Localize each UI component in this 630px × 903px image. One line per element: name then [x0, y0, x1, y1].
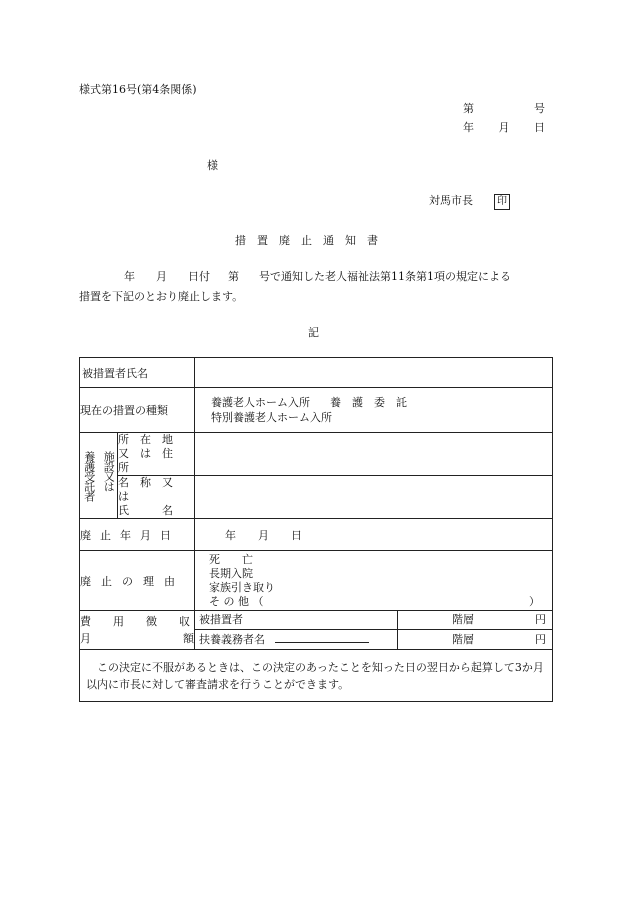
name-label: 名 称 又 は 氏 名 — [118, 476, 195, 519]
reason-options — [195, 551, 553, 611]
body-line-2: 措置を下記のとおり廃止します。 — [79, 290, 244, 303]
row-current-measure — [80, 388, 553, 433]
body-rest: 号で通知した老人福祉法第11条第1項の規定による — [259, 270, 511, 283]
row-facility-address — [80, 433, 553, 476]
addressee-suffix: 様 — [207, 159, 218, 172]
body-day-dated: 日付 — [188, 270, 210, 283]
end-month: 月 — [258, 528, 269, 542]
document-number — [463, 100, 545, 116]
facility-vertical-label-2: 養護受託者 — [82, 450, 96, 501]
reason-other[interactable]: そ の 他 （ — [209, 594, 264, 608]
reason-other-close: ） — [529, 594, 540, 608]
fee-amounts — [398, 611, 553, 650]
current-measure-options — [195, 388, 553, 433]
person-name-label: 被措置者氏名 — [82, 366, 148, 380]
body-no-prefix: 第 — [228, 270, 239, 283]
doc-no-prefix: 第 — [463, 102, 474, 115]
measure-option-1[interactable]: 養護老人ホーム入所 — [211, 396, 310, 409]
end-day: 日 — [291, 528, 302, 542]
record-mark: 記 — [308, 326, 319, 339]
current-measure-label: 現在の措置の種類 — [80, 388, 195, 433]
row-end-date — [80, 519, 553, 551]
date-day: 日 — [534, 121, 545, 134]
address-value[interactable] — [195, 433, 553, 476]
measure-option-3[interactable]: 特別養護老人ホーム入所 — [211, 411, 332, 424]
end-date-value[interactable] — [195, 519, 553, 551]
document-title: 措 置 廃 止 通 知 書 — [235, 234, 378, 247]
notice-form-table — [79, 357, 553, 702]
fee-persons — [195, 611, 398, 650]
reason-long-hospitalization[interactable]: 長期入院 — [209, 566, 253, 580]
reason-death[interactable]: 死 亡 — [209, 552, 253, 566]
facility-name-value[interactable] — [195, 476, 553, 519]
fee-person-2: 扶養義務者名 — [199, 633, 265, 646]
row-notice — [80, 650, 553, 702]
date-month: 月 — [498, 121, 510, 134]
seal-stamp: 印 — [494, 194, 510, 210]
row-reason — [80, 551, 553, 611]
doc-no-suffix: 号 — [534, 102, 545, 115]
form-number: 様式第16号(第4条関係) — [79, 83, 197, 96]
appeal-notice: この決定に不服があるときは、この決定のあったことを知った日の翌日から起算して3か月以内に市長に対して審査請求を行うことができます。 — [80, 650, 553, 702]
address-label: 所 在 地 又 は 住 所 — [118, 433, 195, 476]
facility-header — [80, 433, 118, 519]
fee-label: 費 用 徴 収 月 額 — [80, 611, 195, 650]
fee-amount-2[interactable]: 階層 円 — [452, 633, 546, 646]
issuer-name: 対馬市長 — [429, 194, 473, 207]
issuer — [429, 192, 510, 210]
date-year: 年 — [463, 121, 474, 134]
row-facility-name — [80, 476, 553, 519]
document-date — [463, 119, 545, 135]
reason-family-pickup[interactable]: 家族引き取り — [209, 580, 275, 594]
measure-option-2[interactable]: 養 護 委 託 — [330, 396, 407, 409]
reason-label: 廃止の理由 — [80, 574, 185, 588]
fee-person-1: 被措置者 — [195, 611, 397, 630]
row-fee — [80, 611, 553, 650]
guardian-name-line[interactable] — [275, 633, 369, 643]
fee-person-2-row — [195, 630, 397, 649]
facility-vertical-label-1: 施設又は — [102, 450, 116, 491]
end-date-label: 廃止年月日 — [80, 528, 180, 542]
person-name-value[interactable] — [195, 358, 553, 388]
body-line-1 — [79, 268, 554, 284]
row-person-name — [80, 358, 553, 388]
body-month: 月 — [156, 270, 167, 283]
end-year: 年 — [225, 528, 236, 542]
fee-amount-1[interactable]: 階層 円 — [398, 611, 552, 630]
body-year: 年 — [124, 270, 135, 283]
